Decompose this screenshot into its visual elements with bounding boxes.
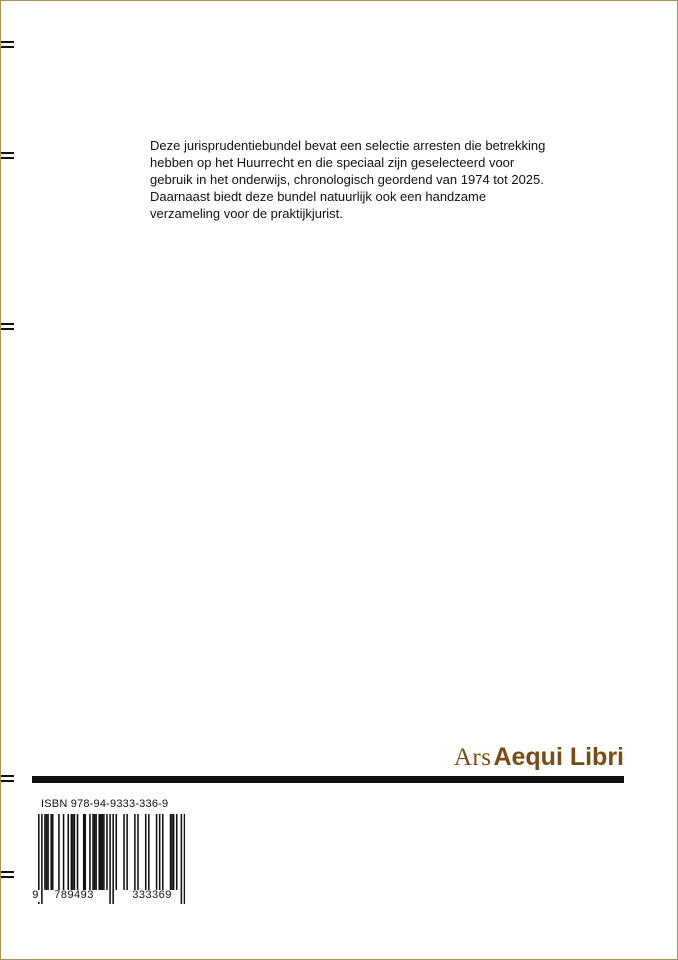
barcode-bar (137, 814, 139, 890)
barcode-bar (103, 814, 105, 890)
back-cover-blurb (150, 137, 550, 222)
barcode-left-group: 789493 (54, 890, 94, 902)
cut-mark-5 (1, 871, 14, 878)
barcode-bar (123, 814, 125, 890)
barcode-bar (176, 814, 178, 890)
cut-mark-4 (1, 775, 14, 782)
barcode-bar (134, 814, 136, 890)
barcode-digits (31, 890, 191, 904)
barcode-bar (67, 814, 69, 890)
barcode-bar (77, 814, 79, 890)
blurb-paragraph-1: Deze jurisprudentiebundel bevat een selectie arresten die betrekking hebben op het Huurrecht en die speciaal zijn geselecteerd voor gebruik in het onderwijs, chronologisch geordend van 1974 tot 2025. (150, 138, 546, 187)
barcode-bar (102, 814, 104, 890)
barcode-bar (44, 814, 46, 890)
blurb-paragraph-2: Daarnaast biedt deze bundel natuurlijk ook een handzame verzameling voor de praktijkjurist. (150, 189, 487, 221)
barcode-bar (52, 814, 54, 890)
publisher-logo (454, 743, 624, 772)
barcode-bar (47, 814, 49, 890)
barcode-bar (173, 814, 175, 890)
divider-bar (32, 776, 624, 783)
barcode-bar (145, 814, 147, 890)
cut-mark-2 (1, 152, 14, 159)
barcode-bar (106, 814, 108, 890)
barcode-bar (95, 814, 97, 890)
cut-mark-3 (1, 323, 14, 330)
barcode-bar (74, 814, 76, 890)
barcode-lead-digit: 9 (32, 890, 39, 902)
barcode-bar (126, 814, 128, 890)
barcode-bar (159, 814, 161, 890)
barcode-bar (71, 814, 73, 890)
barcode-bar (156, 814, 158, 890)
barcode-bar (63, 814, 65, 890)
barcode-bar (58, 814, 60, 890)
logo-aequi-libri: Aequi Libri (493, 743, 624, 771)
barcode-bar (162, 814, 164, 890)
logo-ars: Ars (453, 744, 492, 771)
barcode-bar (92, 814, 94, 890)
barcode-bar (72, 814, 74, 890)
barcode-right-group: 333369 (132, 890, 172, 902)
barcode-bar (100, 814, 102, 890)
barcode-bar (148, 814, 150, 890)
barcode-bar (50, 814, 52, 890)
isbn-label: ISBN 978-94-9333-336-9 (41, 798, 169, 810)
barcode-bar (171, 814, 173, 890)
cut-mark-1 (1, 41, 14, 48)
barcode-bar (83, 814, 85, 890)
barcode-bar (94, 814, 96, 890)
barcode-bar (170, 814, 172, 890)
barcode-bar (46, 814, 48, 890)
barcode-bar (85, 814, 87, 890)
barcode-bar (89, 814, 91, 890)
barcode-bar (116, 814, 118, 890)
barcode-bar (98, 814, 100, 890)
